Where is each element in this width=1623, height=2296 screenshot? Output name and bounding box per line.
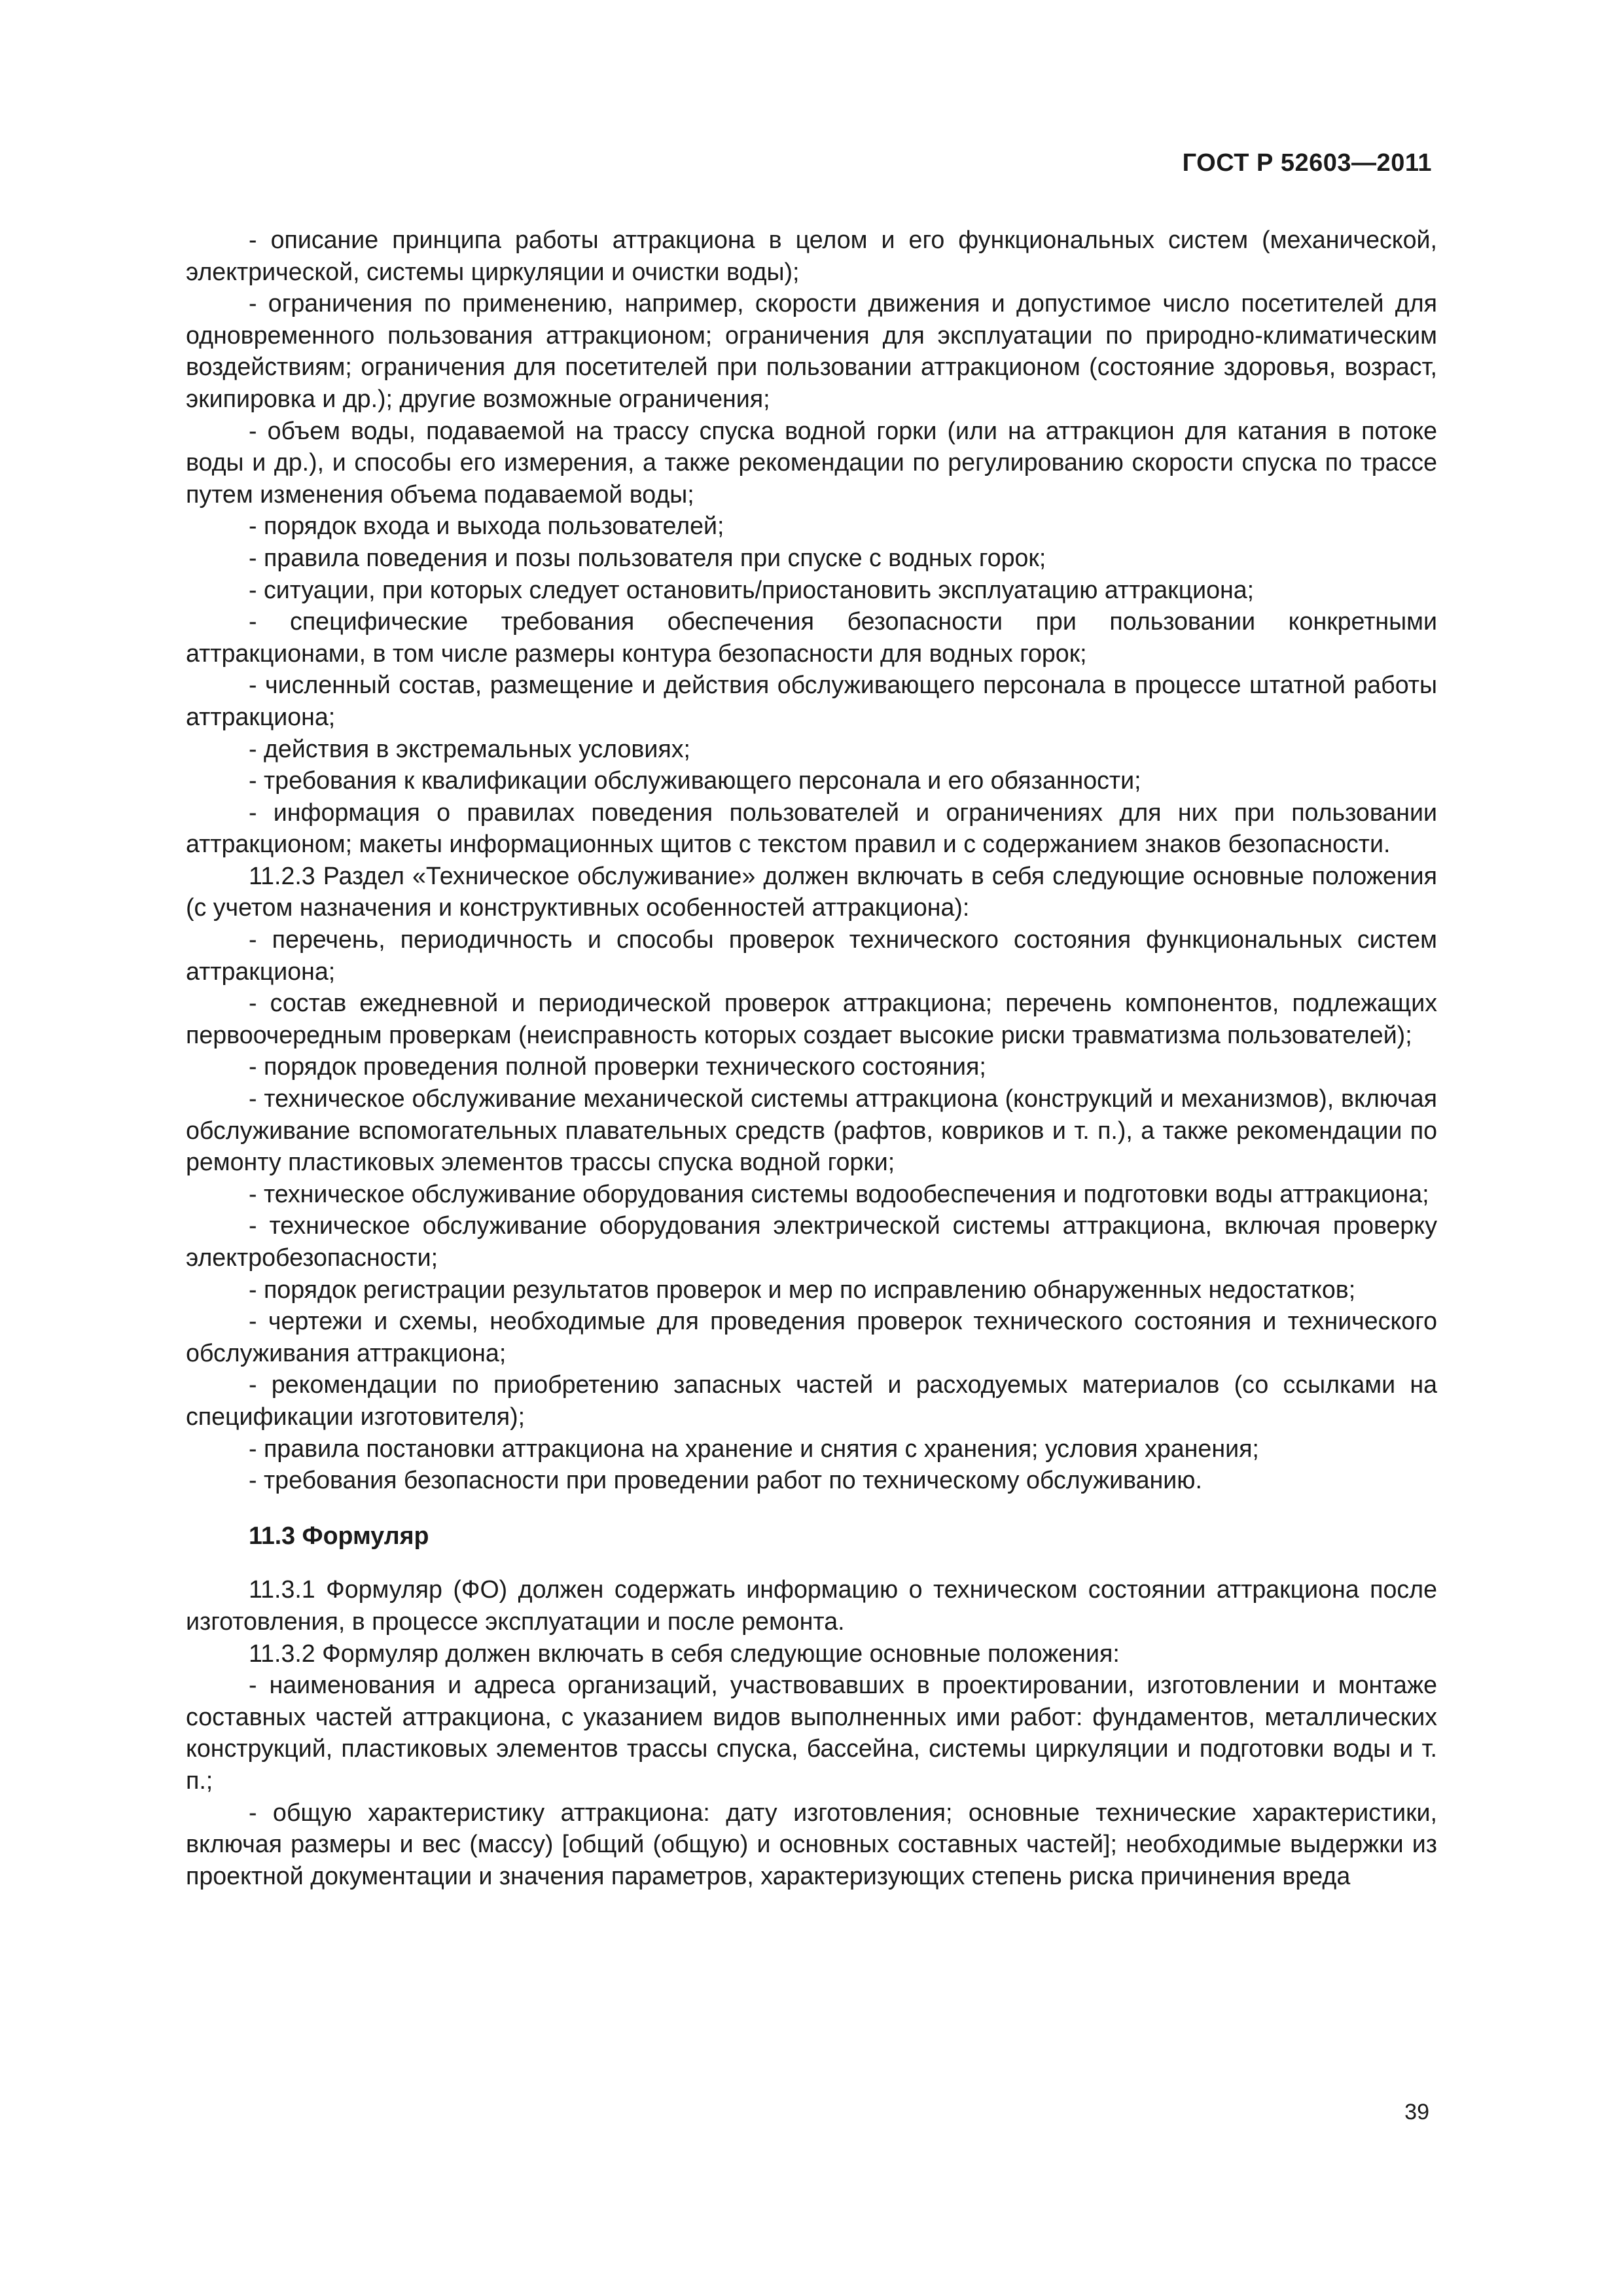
paragraph: - чертежи и схемы, необходимые для проведения проверок технического состояния и технического обслуживания аттракциона; bbox=[186, 1307, 1437, 1367]
paragraph: - действия в экстремальных условиях; bbox=[249, 734, 690, 762]
paragraph: - техническое обслуживание механической системы аттракциона (конструкций и механизмов), включая обслуживание вспомогательных плавательных средств (рафтов, ковриков и т. п.), а также рекомендации по ремонту пластиковых элементов трассы спуска водной горки; bbox=[186, 1085, 1437, 1176]
paragraph: 11.2.3 Раздел «Техническое обслуживание» должен включать в себя следующие основные положения (с учетом назначения и конструктивных особенностей аттракциона): bbox=[186, 861, 1437, 922]
paragraph: - ограничения по применению, например, скорости движения и допустимое число посетителей для одновременного пользования аттракционом; ограничения для эксплуатации по природно-климатическим воздействиям; ограничения для посетителей при пользовании аттракционом (состояние здоровья, возраст, экипировка и др.); другие возможные ограничения; bbox=[186, 289, 1437, 412]
paragraph: - объем воды, подаваемой на трассу спуска водной горки (или на аттракцион для катания в потоке воды и др.), и способы его измерения, а также рекомендации по регулированию скорости спуска по трассе путем изменения объема подаваемой воды; bbox=[186, 416, 1437, 508]
paragraph: - численный состав, размещение и действия обслуживающего персонала в процессе штатной работы аттракциона; bbox=[186, 671, 1437, 730]
paragraph: - порядок регистрации результатов проверок и мер по исправлению обнаруженных недостатков; bbox=[249, 1275, 1356, 1303]
document-header: ГОСТ Р 52603—2011 bbox=[1182, 149, 1432, 177]
paragraph: - описание принципа работы аттракциона в целом и его функциональных систем (механической, электрической, системы циркуляции и очистки воды); bbox=[186, 226, 1437, 285]
paragraph: 11.3.1 Формуляр (ФО) должен содержать информацию о техническом состоянии аттракциона после изготовления, в процессе эксплуатации и после ремонта. bbox=[186, 1575, 1437, 1635]
paragraph: - порядок входа и выхода пользователей; bbox=[249, 512, 724, 540]
paragraph: - состав ежедневной и периодической проверок аттракциона; перечень компонентов, подлежащих первоочередным проверкам (неисправность которых создает высокие риски травматизма пользователей); bbox=[186, 989, 1437, 1049]
paragraph: - ситуации, при которых следует остановить/приостановить эксплуатацию аттракциона; bbox=[249, 575, 1255, 603]
document-body bbox=[186, 224, 1437, 1892]
paragraphs-top bbox=[186, 224, 1437, 1496]
paragraph: - порядок проведения полной проверки технического состояния; bbox=[249, 1052, 986, 1081]
paragraph: - требования к квалификации обслуживающего персонала и его обязанности; bbox=[249, 766, 1141, 795]
paragraph: - техническое обслуживание оборудования системы водообеспечения и подготовки воды аттракциона; bbox=[249, 1179, 1429, 1208]
paragraph: - общую характеристику аттракциона: дату изготовления; основные технические характеристики, включая размеры и вес (массу) [общий (общую) и основных составных частей]; необходимые выдержки из проектной документации и значения параметров, характеризующих степень риска причинения вреда bbox=[186, 1798, 1437, 1890]
paragraph: - правила постановки аттракциона на хранение и снятия с хранения; условия хранения; bbox=[249, 1434, 1259, 1462]
paragraph: - рекомендации по приобретению запасных частей и расходуемых материалов (со ссылками на спецификации изготовителя); bbox=[186, 1371, 1437, 1430]
paragraph: - правила поведения и позы пользователя при спуске с водных горок; bbox=[249, 543, 1046, 571]
section-title: 11.3 Формуляр bbox=[249, 1521, 429, 1549]
paragraph: - специфические требования обеспечения безопасности при пользовании конкретными аттракционами, в том числе размеры контура безопасности для водных горок; bbox=[186, 607, 1437, 667]
page-number: 39 bbox=[1404, 2100, 1429, 2125]
paragraph: - техническое обслуживание оборудования электрической системы аттракциона, включая проверку электробезопасности; bbox=[186, 1211, 1437, 1271]
paragraph: - требования безопасности при проведении работ по техническому обслуживанию. bbox=[249, 1466, 1202, 1494]
paragraph: - информация о правилах поведения пользователей и ограничениях для них при пользовании аттракционом; макеты информационных щитов с текстом правил и с содержанием знаков безопасности. bbox=[186, 798, 1437, 858]
paragraphs-bottom bbox=[186, 1573, 1437, 1892]
paragraph: - наименования и адреса организаций, участвовавших в проектировании, изготовлении и монтаже составных частей аттракциона, с указанием видов выполненных ими работ: фундаментов, металлических конструкций, пластиковых элементов трассы спуска, бассейна, системы циркуляции и подготовки воды и т. п.; bbox=[186, 1671, 1437, 1794]
paragraph: 11.3.2 Формуляр должен включать в себя следующие основные положения: bbox=[249, 1639, 1120, 1667]
paragraph: - перечень, периодичность и способы проверок технического состояния функциональных систем аттракциона; bbox=[186, 925, 1437, 985]
